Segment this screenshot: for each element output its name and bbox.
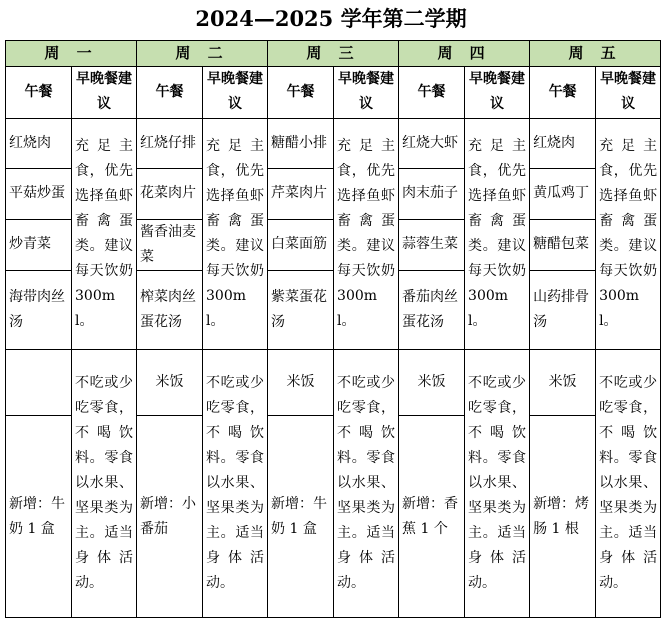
lunch-dish: 紫菜蛋花汤	[268, 270, 334, 349]
lunch-extra: 新增：香蕉 1 个	[399, 416, 465, 618]
meal-advice-bottom: 不吃或少吃零食，不喝饮料。零食以水果、坚果类为主。适当身体活动。	[72, 349, 137, 617]
lunch-header: 午餐	[137, 67, 203, 118]
meal-advice-bottom: 不吃或少吃零食，不喝饮料。零食以水果、坚果类为主。适当身体活动。	[334, 349, 399, 617]
advice-header: 早晚餐建议	[203, 67, 268, 118]
lunch-dish: 糖醋小排	[268, 118, 334, 168]
lunch-dish: 平菇炒蛋	[6, 169, 72, 219]
lunch-dish: 红烧肉	[6, 118, 72, 168]
page-title: 2024—2025 学年第二学期	[195, 6, 467, 31]
lunch-header: 午餐	[268, 67, 334, 118]
day-header-tue: 周 二	[137, 41, 268, 67]
lunch-dish: 芹菜肉片	[268, 169, 334, 219]
meal-advice-top: 充足主食，优先选择鱼虾畜禽蛋类。建议每天饮奶 300ml。	[596, 118, 661, 349]
advice-header: 早晚餐建议	[465, 67, 530, 118]
advice-header: 早晚餐建议	[596, 67, 661, 118]
lunch-dish: 番茄肉丝蛋花汤	[399, 270, 465, 349]
day-header-wed: 周 三	[268, 41, 399, 67]
lunch-header: 午餐	[6, 67, 72, 118]
lunch-dish: 红烧仔排	[137, 118, 203, 168]
lunch-staple: 米饭	[530, 349, 596, 416]
weekly-menu-table	[5, 40, 661, 618]
lunch-dish: 糖醋包菜	[530, 219, 596, 270]
lunch-dish: 白菜面筋	[268, 219, 334, 270]
lunch-dish: 红烧肉	[530, 118, 596, 168]
lunch-dish: 黄瓜鸡丁	[530, 169, 596, 219]
day-header-fri: 周 五	[530, 41, 661, 67]
lunch-staple: 米饭	[399, 349, 465, 416]
lunch-staple: 米饭	[137, 349, 203, 416]
day-header-thu: 周 四	[399, 41, 530, 67]
lunch-dish: 肉末茄子	[399, 169, 465, 219]
meal-advice-bottom: 不吃或少吃零食，不喝饮料。零食以水果、坚果类为主。适当身体活动。	[465, 349, 530, 617]
advice-header: 早晚餐建议	[72, 67, 137, 118]
day-header-mon: 周 一	[6, 41, 137, 67]
lunch-header: 午餐	[399, 67, 465, 118]
meal-advice-top: 充足主食，优先选择鱼虾畜禽蛋类。建议每天饮奶 300ml。	[72, 118, 137, 349]
lunch-dish: 蒜蓉生菜	[399, 219, 465, 270]
lunch-dish: 山药排骨汤	[530, 270, 596, 349]
advice-header: 早晚餐建议	[334, 67, 399, 118]
table-row	[6, 349, 661, 416]
table-row	[6, 118, 661, 168]
column-header-row	[6, 67, 661, 118]
lunch-extra: 新增：牛奶 1 盒	[6, 416, 72, 618]
lunch-dish: 炒青菜	[6, 219, 72, 270]
lunch-extra: 新增：小番茄	[137, 416, 203, 618]
lunch-extra: 新增：烤肠 1 根	[530, 416, 596, 618]
meal-advice-top: 充足主食，优先选择鱼虾畜禽蛋类。建议每天饮奶 300ml。	[465, 118, 530, 349]
lunch-dish: 海带肉丝汤	[6, 270, 72, 349]
lunch-dish: 酱香油麦菜	[137, 219, 203, 270]
lunch-dish: 花菜肉片	[137, 169, 203, 219]
meal-advice-bottom: 不吃或少吃零食，不喝饮料。零食以水果、坚果类为主。适当身体活动。	[596, 349, 661, 617]
meal-advice-top: 充足主食，优先选择鱼虾畜禽蛋类。建议每天饮奶 300ml。	[203, 118, 268, 349]
lunch-staple	[6, 349, 72, 416]
lunch-extra: 新增：牛奶 1 盒	[268, 416, 334, 618]
meal-advice-top: 充足主食，优先选择鱼虾畜禽蛋类。建议每天饮奶300ml。	[334, 118, 399, 349]
lunch-staple: 米饭	[268, 349, 334, 416]
lunch-dish: 红烧大虾	[399, 118, 465, 168]
day-header-row	[6, 41, 661, 67]
lunch-header: 午餐	[530, 67, 596, 118]
meal-advice-bottom: 不吃或少吃零食，不喝饮料。零食以水果、坚果类为主。适当身体活动。	[203, 349, 268, 617]
lunch-dish: 榨菜肉丝蛋花汤	[137, 270, 203, 349]
